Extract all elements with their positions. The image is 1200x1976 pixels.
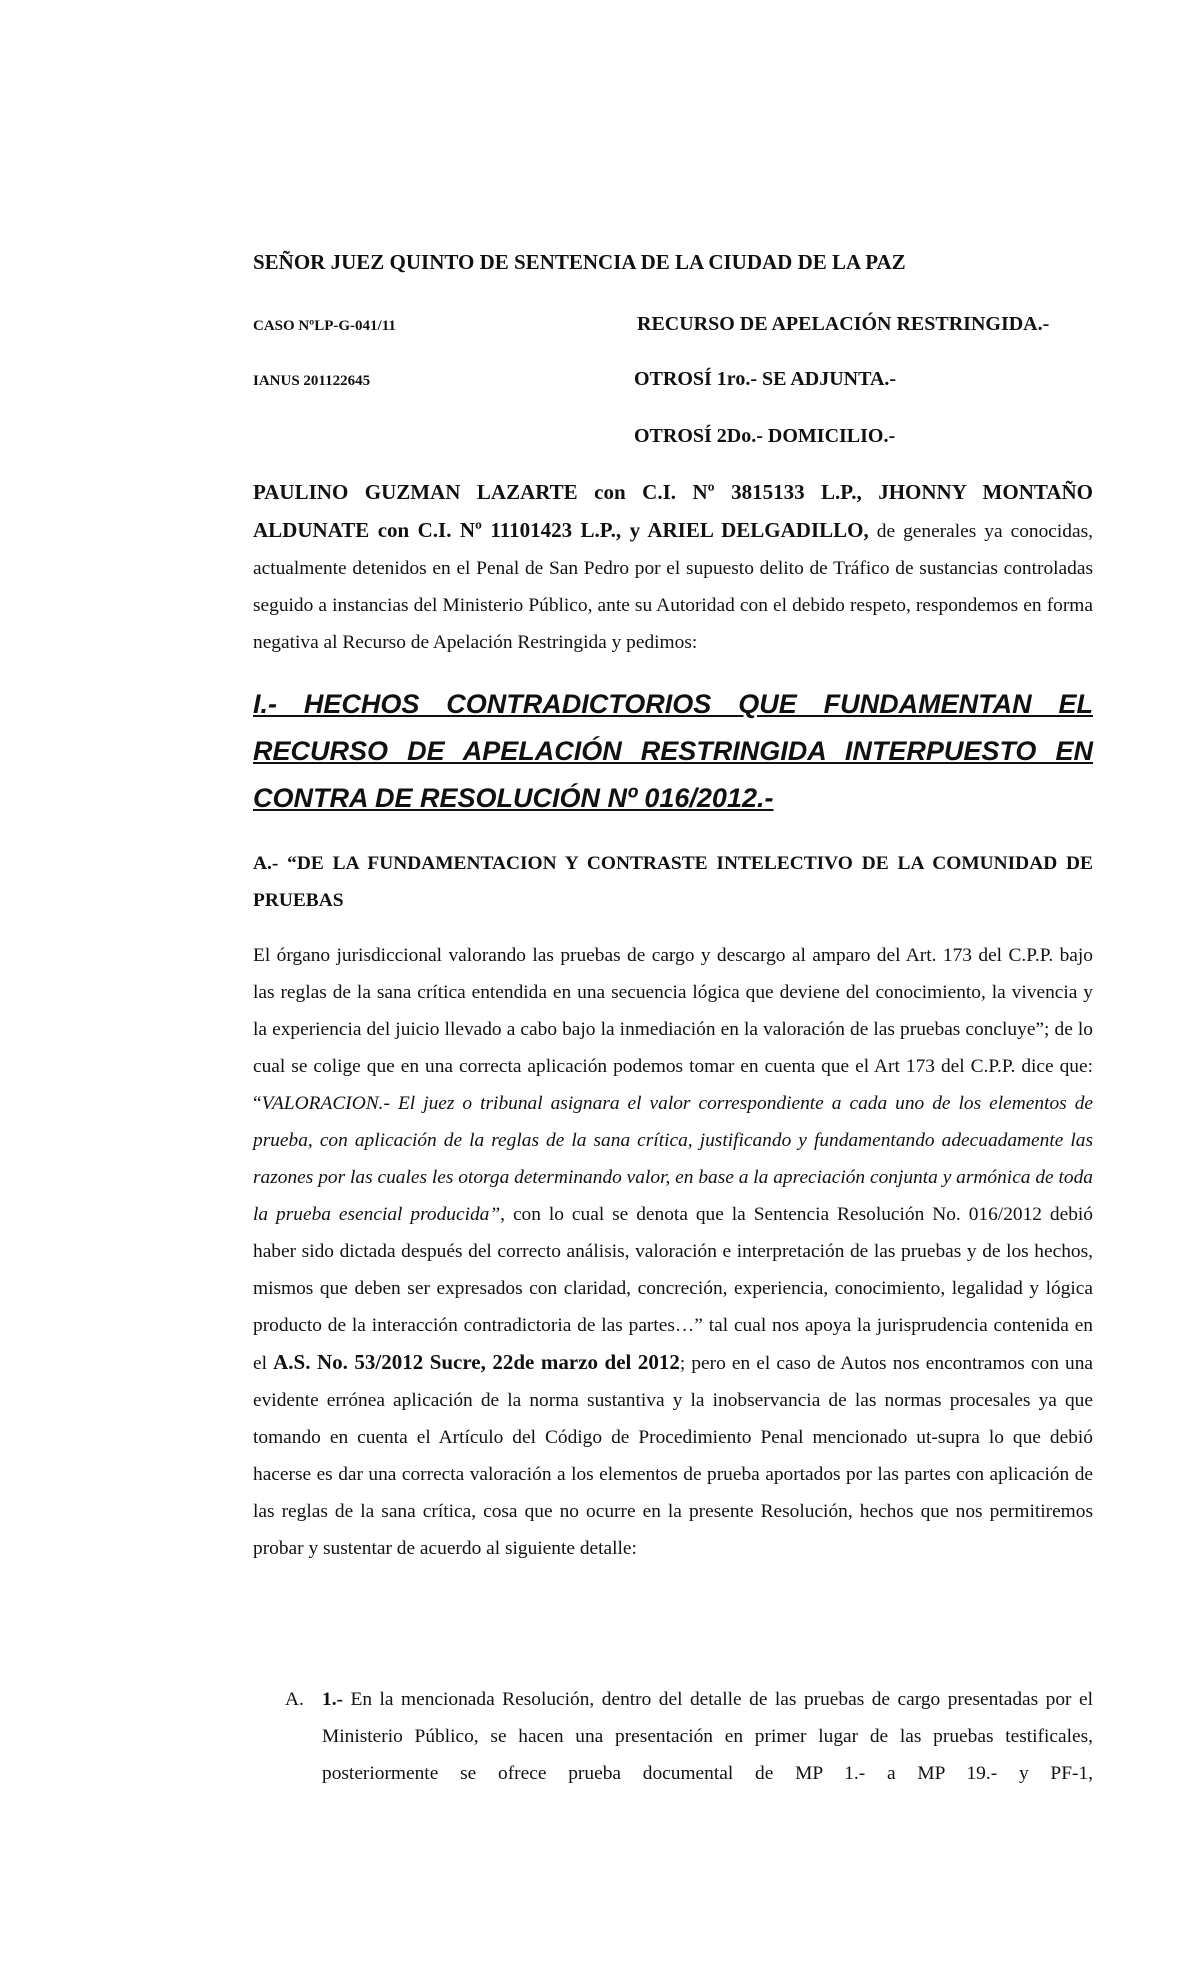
intro-body: de generales ya conocidas, actualmente detenidos en el Penal de San Pedro por el supuesto delito de Tráfico de sustancias controladas seguido a instancias del Ministerio Público, ante su Autoridad con el debido respeto, respondemos en forma negativa al Recurso de Apelación Restringida y pedimos: xyxy=(253,521,1093,653)
otrosi-first: OTROSÍ 1ro.- SE ADJUNTA.- xyxy=(634,368,897,390)
list-item-number: 1.- xyxy=(322,1689,344,1710)
otrosi-second: OTROSÍ 2Do.- DOMICILIO.- xyxy=(634,425,896,447)
intro-paragraph xyxy=(253,474,1093,661)
ianus-number: IANUS 201122645 xyxy=(253,373,371,389)
parties-names: PAULINO GUZMAN LAZARTE con C.I. Nº 3815133 L.P., JHONNY MONTAÑO ALDUNATE con C.I. Nº 11101423 L.P., y ARIEL DELGADILLO, xyxy=(253,480,1093,542)
main-text-part3: ; pero en el caso de Autos nos encontramos con una evidente errónea aplicación de la norma sustantiva y la inobservancia de las normas procesales ya que tomando en cuenta el Artículo del Código de Procedimiento Penal mencionado ut-supra lo que debió hacerse es dar una correcta valoración a los elementos de prueba aportados por las partes con aplicación de las reglas de la sana crítica, cosa que no ocurre en la presente Resolución, hechos que nos permitiremos probar y sustentar de acuerdo al siguiente detalle: xyxy=(253,1353,1093,1559)
document-title: RECURSO DE APELACIÓN RESTRINGIDA.- xyxy=(637,313,1050,335)
main-paragraph xyxy=(253,937,1093,1567)
case-number: CASO NºLP-G-041/11 xyxy=(253,318,396,334)
list-item-text: En la mencionada Resolución, dentro del detalle de las pruebas de cargo presentadas por el Ministerio Público, se hacen una presentación en primer lugar de las pruebas testificales, posteriormente se ofrece prueba documental de MP 1.- a MP 19.- y PF-1, xyxy=(322,1689,1093,1784)
list-marker: A. xyxy=(285,1689,304,1710)
article-quote: VALORACION.- El juez o tribunal asignara el valor correspondiente a cada uno de los elementos de prueba, con aplicación de la reglas de la sana crítica, justificando y fundamentando adecuadamente las razones por las cuales les otorga determinando valor, en base a la apreciación conjunta y armónica de toda la prueba esencial producida” xyxy=(253,1093,1093,1225)
list-item xyxy=(322,1681,1093,1792)
subheading: A.- “DE LA FUNDAMENTACION Y CONTRASTE INTELECTIVO DE LA COMUNIDAD DE PRUEBAS xyxy=(253,853,1093,911)
addressee-line: SEÑOR JUEZ QUINTO DE SENTENCIA DE LA CIUDAD DE LA PAZ xyxy=(253,250,906,274)
main-text-part1: El órgano jurisdiccional valorando las pruebas de cargo y descargo al amparo del Art. 173 del C.P.P. bajo las reglas de la sana crítica entendida en una secuencia lógica que deviene del conocimiento, la vivencia y la experiencia del juicio llevado a cabo bajo la inmediación en la valoración de las pruebas concluye”; de lo cual se colige que en una correcta aplicación podemos tomar en cuenta que el Art 173 del C.P.P. dice que: “ xyxy=(253,945,1093,1114)
jurisprudence-citation: A.S. No. 53/2012 Sucre, 22de marzo del 2012 xyxy=(273,1350,680,1374)
section-heading: I.- HECHOS CONTRADICTORIOS QUE FUNDAMENTAN EL RECURSO DE APELACIÓN RESTRINGIDA INTERPUESTO EN CONTRA DE RESOLUCIÓN Nº 016/2012.- xyxy=(253,689,1093,813)
main-text-part2: , con lo cual se denota que la Sentencia Resolución No. 016/2012 debió haber sido dictada después del correcto análisis, valoración e interpretación de las pruebas y de los hechos, mismos que deben ser expresados con claridad, concreción, experiencia, conocimiento, legalidad y lógica producto de la interacción contradictoria de las partes…” tal cual nos apoya la jurisprudencia contenida en el xyxy=(253,1204,1093,1374)
